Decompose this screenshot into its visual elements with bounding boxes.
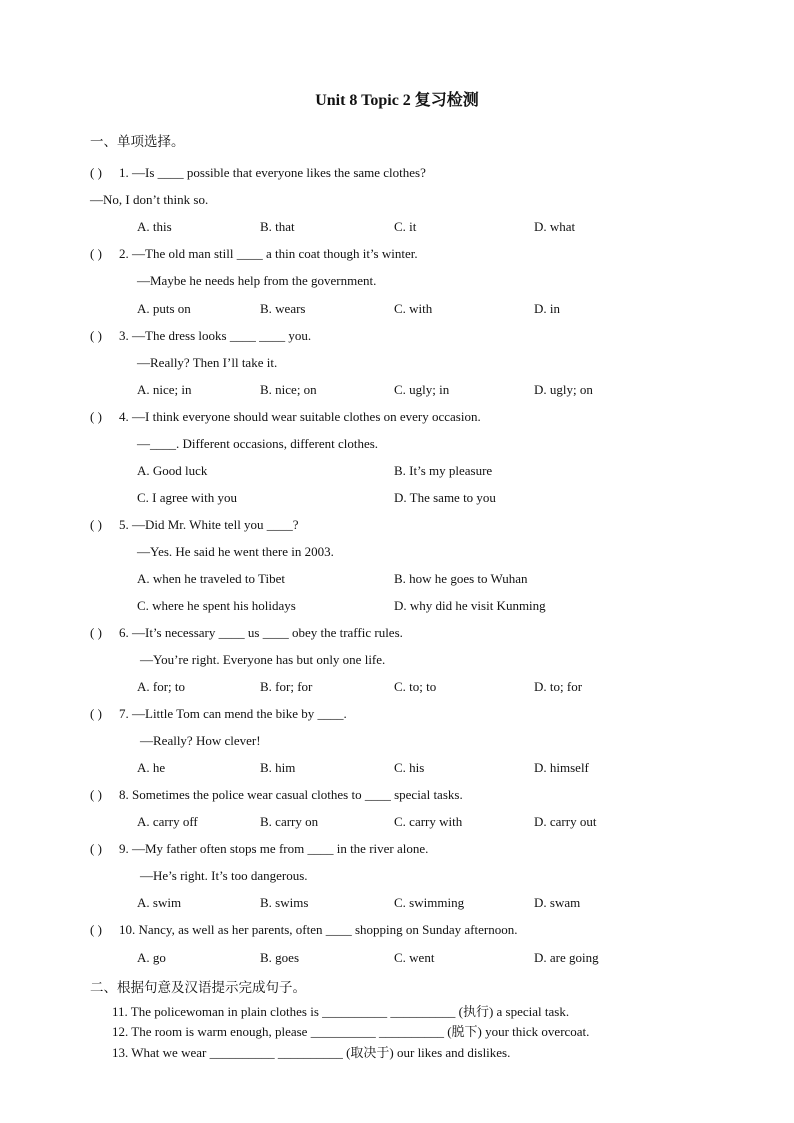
option-a: A. puts on [137, 301, 191, 316]
option-a: A. carry off [137, 814, 198, 829]
option-d: D. what [534, 219, 576, 234]
option-c: C. it [394, 219, 417, 234]
question-response: —He’s right. It’s too dangerous. [140, 868, 308, 883]
option-d: D. ugly; on [534, 382, 593, 397]
option-d: D. why did he visit Kunming [394, 598, 546, 613]
option-d: D. are going [534, 950, 599, 965]
option-b: B. him [260, 760, 296, 775]
question-text: 8. Sometimes the police wear casual clothes to ____ special tasks. [119, 787, 463, 802]
fill-sentence[interactable]: 13. What we wear __________ __________ (取决于) our likes and dislikes. [112, 1045, 511, 1060]
question-text: 9. —My father often stops me from ____ in the river alone. [119, 841, 429, 856]
option-d: D. in [534, 301, 560, 316]
answer-blank[interactable]: ( ) [90, 787, 102, 802]
option-a: A. Good luck [137, 463, 208, 478]
question-response: —Really? How clever! [140, 733, 261, 748]
option-c: C. swimming [394, 895, 465, 910]
option-b: B. wears [260, 301, 306, 316]
option-c: C. went [394, 950, 435, 965]
option-d: D. swam [534, 895, 581, 910]
option-c: C. I agree with you [137, 490, 238, 505]
option-b: B. nice; on [260, 382, 317, 397]
question-text: 7. —Little Tom can mend the bike by ____. [119, 706, 347, 721]
page-title: Unit 8 Topic 2 复习检测 [315, 92, 479, 109]
option-b: B. It’s my pleasure [394, 463, 493, 478]
option-b: B. swims [260, 895, 309, 910]
answer-blank[interactable]: ( ) [90, 841, 102, 856]
answer-blank[interactable]: ( ) [90, 409, 102, 424]
answer-blank[interactable]: ( ) [90, 922, 102, 937]
question-text: 1. —Is ____ possible that everyone likes the same clothes? [119, 165, 426, 180]
option-b: B. how he goes to Wuhan [394, 571, 528, 586]
answer-blank[interactable]: ( ) [90, 625, 102, 640]
answer-blank[interactable]: ( ) [90, 246, 102, 261]
option-b: B. goes [260, 950, 299, 965]
option-d: D. to; for [534, 679, 583, 694]
option-a: A. go [137, 950, 166, 965]
question-response: —____. Different occasions, different clothes. [137, 436, 379, 451]
question-response: —Yes. He said he went there in 2003. [137, 544, 334, 559]
question-text: 5. —Did Mr. White tell you ____? [119, 517, 299, 532]
option-a: A. nice; in [137, 382, 192, 397]
section-heading-2: 二、根据句意及汉语提示完成句子。 [90, 980, 306, 995]
answer-blank[interactable]: ( ) [90, 517, 102, 532]
option-d: D. The same to you [394, 490, 496, 505]
option-c: C. carry with [394, 814, 463, 829]
option-a: A. he [137, 760, 166, 775]
option-a: A. this [137, 219, 172, 234]
option-d: D. himself [534, 760, 589, 775]
question-text: 6. —It’s necessary ____ us ____ obey the traffic rules. [119, 625, 403, 640]
option-b: B. carry on [260, 814, 319, 829]
answer-blank[interactable]: ( ) [90, 165, 102, 180]
option-a: A. for; to [137, 679, 186, 694]
answer-blank[interactable]: ( ) [90, 706, 102, 721]
option-c: C. to; to [394, 679, 437, 694]
question-response: —You’re right. Everyone has but only one life. [140, 652, 386, 667]
fill-sentence[interactable]: 12. The room is warm enough, please __________ __________ (脱下) your thick overcoat. [112, 1024, 590, 1039]
option-c: C. with [394, 301, 433, 316]
option-c: C. where he spent his holidays [137, 598, 296, 613]
question-response: —Maybe he needs help from the government. [137, 273, 377, 288]
option-b: B. that [260, 219, 295, 234]
fill-sentence[interactable]: 11. The policewoman in plain clothes is __________ __________ (执行) a special task. [112, 1004, 570, 1019]
question-text: 4. —I think everyone should wear suitable clothes on every occasion. [119, 409, 481, 424]
section-heading-1: 一、单项选择。 [90, 134, 185, 149]
option-a: A. swim [137, 895, 182, 910]
question-text: 3. —The dress looks ____ ____ you. [119, 328, 312, 343]
question-response: —Really? Then I’ll take it. [137, 355, 278, 370]
option-a: A. when he traveled to Tibet [137, 571, 286, 586]
question-response: —No, I don’t think so. [90, 192, 209, 207]
option-c: C. ugly; in [394, 382, 450, 397]
option-c: C. his [394, 760, 425, 775]
question-text: 2. —The old man still ____ a thin coat though it’s winter. [119, 246, 418, 261]
answer-blank[interactable]: ( ) [90, 328, 102, 343]
question-text: 10. Nancy, as well as her parents, often ____ shopping on Sunday afternoon. [119, 922, 518, 937]
option-b: B. for; for [260, 679, 313, 694]
option-d: D. carry out [534, 814, 597, 829]
